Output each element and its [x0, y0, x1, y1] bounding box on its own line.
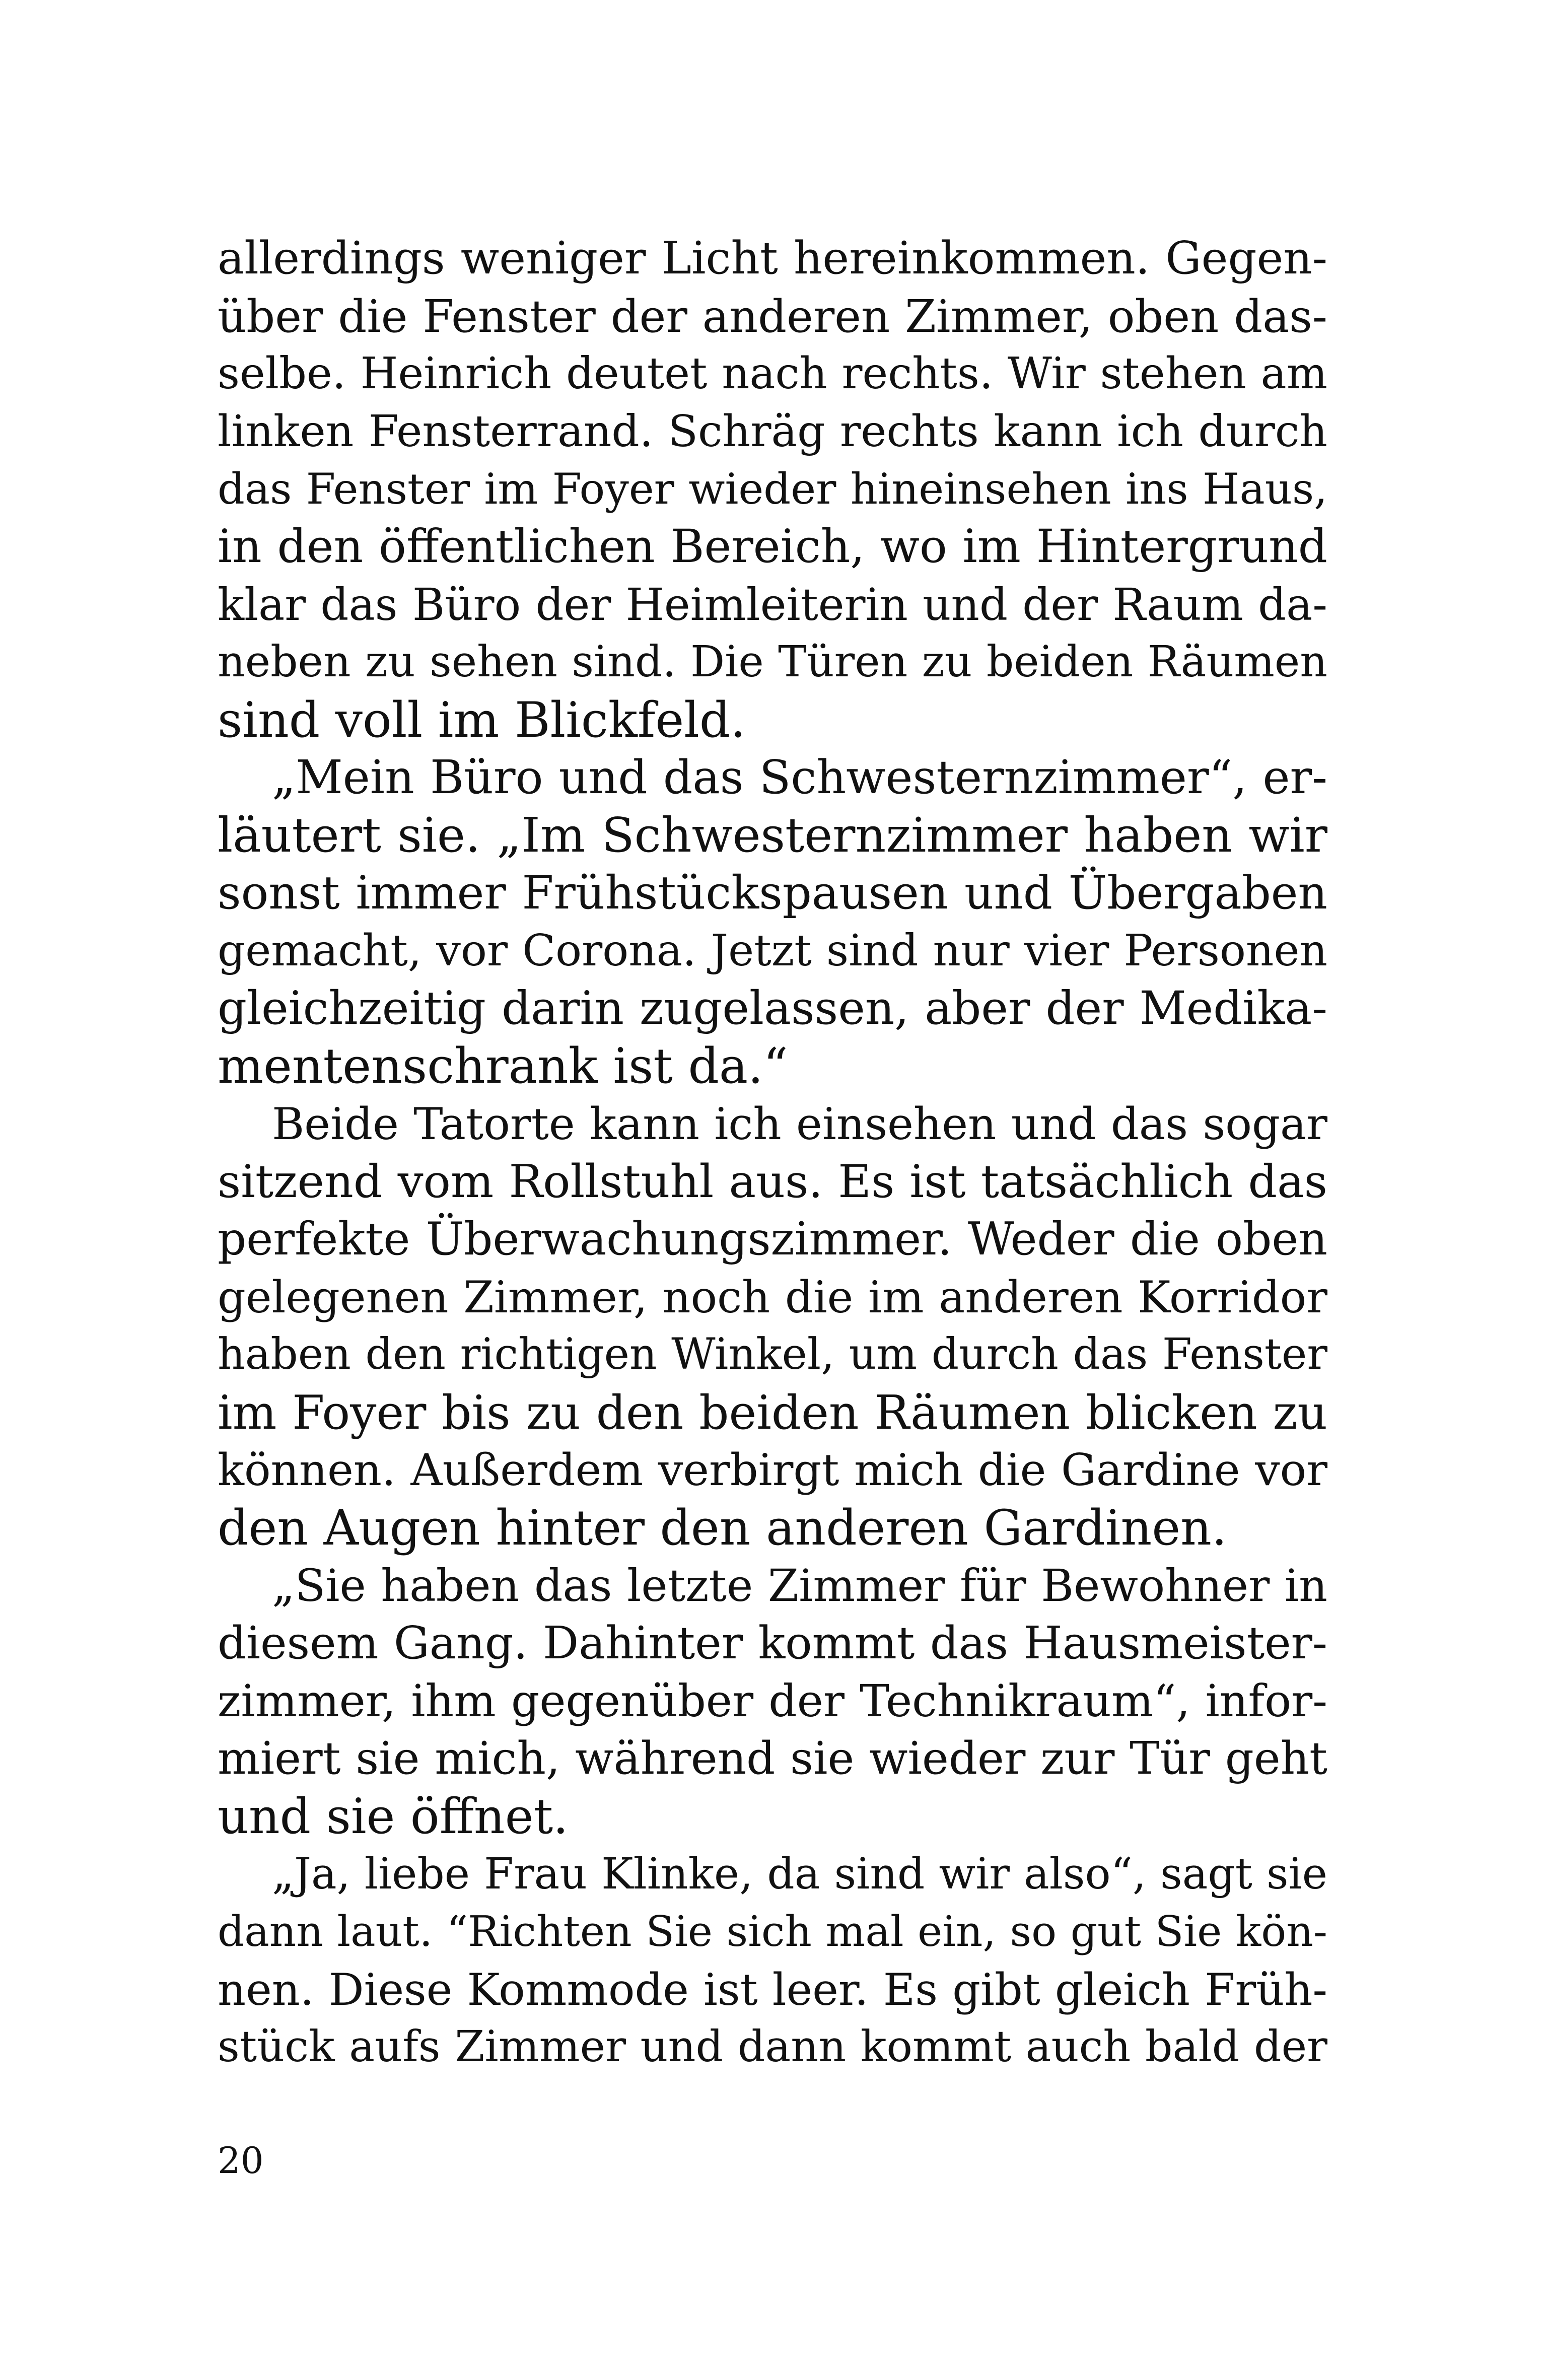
text-line: „Mein Büro und das Schwesternzimmer“, er-	[272, 750, 1327, 805]
text-line: und sie öffnet.	[218, 1788, 569, 1845]
text-line: mentenschrank ist da.“	[218, 1038, 788, 1095]
text-line: neben zu sehen sind. Die Türen zu beiden Räumen	[218, 637, 1327, 687]
text-line: selbe. Heinrich deutet nach rechts. Wir stehen am	[218, 348, 1327, 399]
text-line: „Ja, liebe Frau Klinke, da sind wir also“, sagt sie	[272, 1849, 1327, 1899]
text-line: zimmer, ihm gegenüber der Technikraum“, infor-	[218, 1674, 1327, 1727]
text-line: über die Fenster der anderen Zimmer, oben das-	[218, 290, 1327, 342]
text-line: klar das Büro der Heimleiterin und der Raum da-	[218, 579, 1327, 631]
text-line: allerdings weniger Licht hereinkommen. Gegen-	[218, 232, 1327, 285]
text-line: „Sie haben das letzte Zimmer für Bewohner in	[272, 1559, 1327, 1612]
text-line: dann laut. “Richten Sie sich mal ein, so gut Sie kön-	[218, 1907, 1327, 1956]
text-line: den Augen hinter den anderen Gardinen.	[218, 1500, 1227, 1557]
text-line: miert sie mich, während sie wieder zur Tür geht	[218, 1732, 1327, 1785]
text-line: gleichzeitig darin zugelassen, aber der Medika-	[218, 982, 1327, 1035]
text-line: perfekte Überwachungszimmer. Weder die oben	[218, 1213, 1327, 1266]
page-number: 20	[218, 2139, 264, 2182]
text-line: gemacht, vor Corona. Jetzt sind nur vier Personen	[218, 926, 1327, 976]
text-line: in den öffentlichen Bereich, wo im Hintergrund	[218, 520, 1327, 573]
text-line: sitzend vom Rollstuhl aus. Es ist tatsächlich das	[218, 1155, 1327, 1208]
body-text	[218, 230, 1327, 2076]
text-line: läutert sie. „Im Schwesternzimmer haben wir	[218, 807, 1327, 863]
text-line: nen. Diese Kommode ist leer. Es gibt gleich Früh-	[218, 1964, 1327, 2015]
text-line: diesem Gang. Dahinter kommt das Hausmeister-	[218, 1617, 1327, 1669]
text-line: linken Fensterrand. Schräg rechts kann ich durch	[218, 406, 1327, 457]
text-line: haben den richtigen Winkel, um durch das Fenster	[218, 1329, 1327, 1380]
text-line: im Foyer bis zu den beiden Räumen blicken zu	[218, 1385, 1327, 1440]
text-line: das Fenster im Foyer wieder hineinsehen ins Haus,	[218, 464, 1327, 514]
text-line: sind voll im Blickfeld.	[218, 691, 746, 748]
text-line: Beide Tatorte kann ich einsehen und das sogar	[272, 1098, 1327, 1150]
text-line: können. Außerdem verbirgt mich die Gardine vor	[218, 1444, 1327, 1496]
text-line: sonst immer Frühstückspausen und Übergaben	[218, 866, 1327, 920]
text-line: stück aufs Zimmer und dann kommt auch bald der	[218, 2022, 1327, 2072]
text-line: gelegenen Zimmer, noch die im anderen Korridor	[218, 1271, 1327, 1323]
